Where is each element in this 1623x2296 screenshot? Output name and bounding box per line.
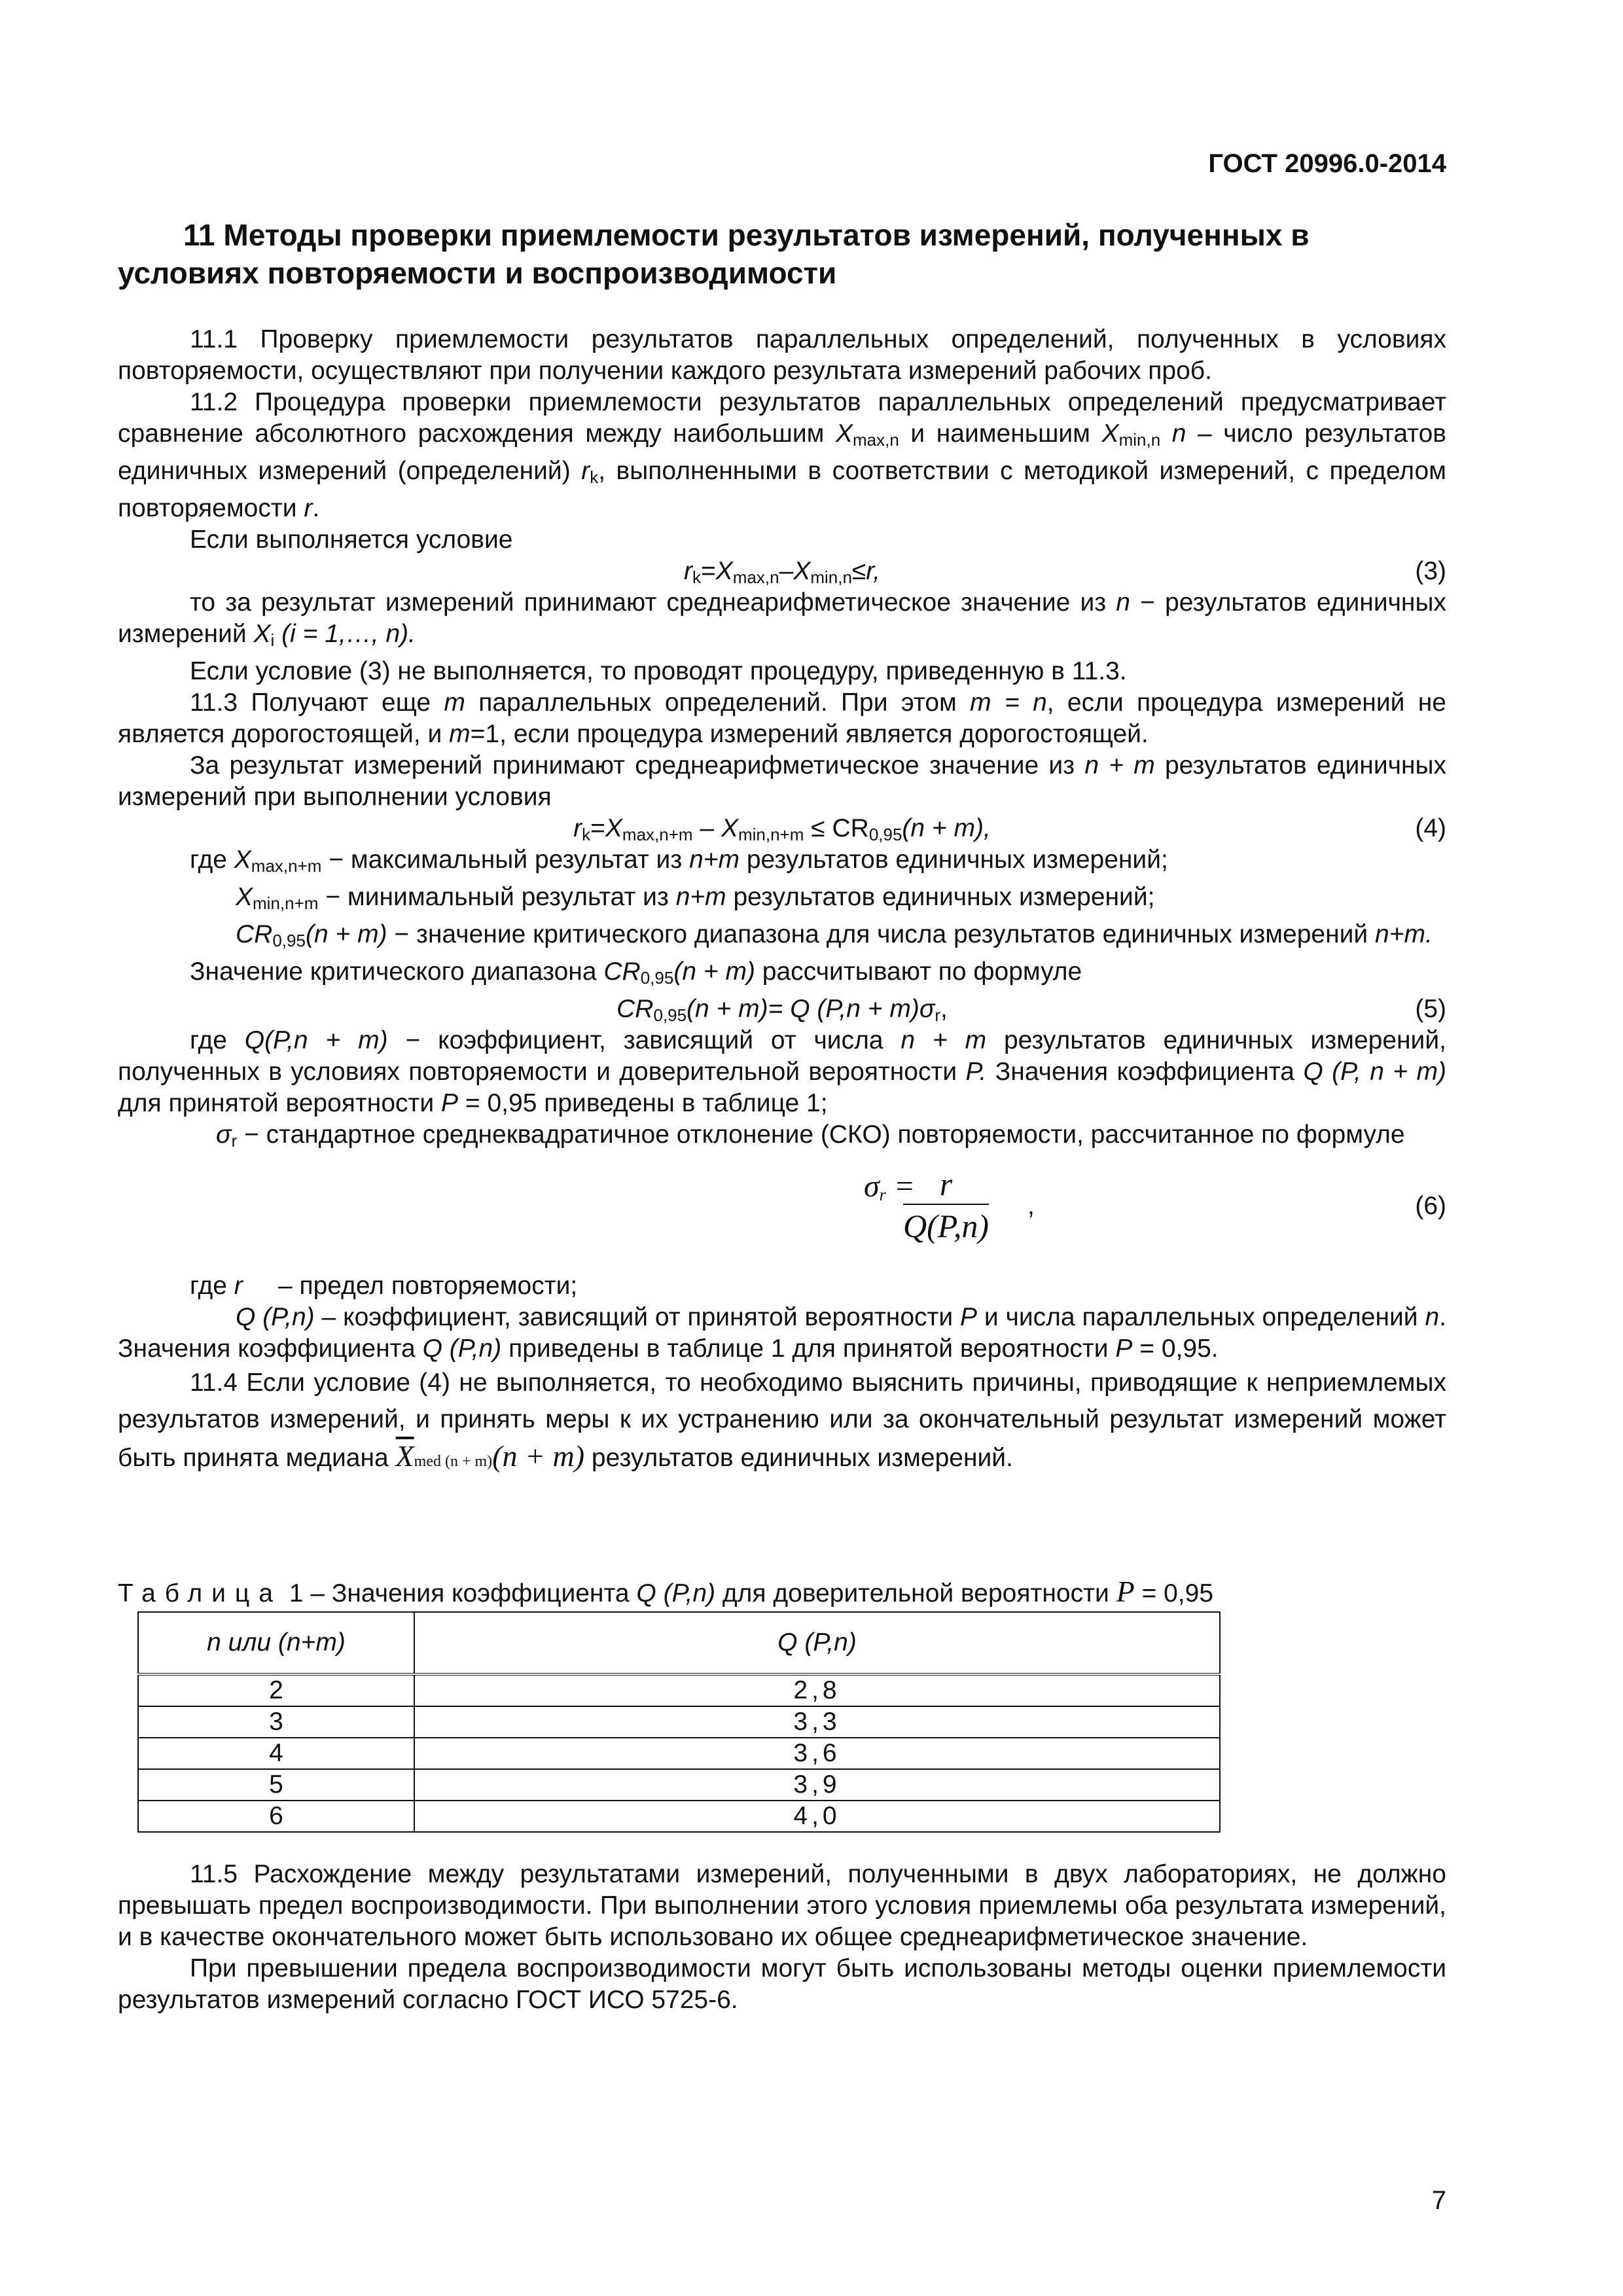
formula-6-number: (6) [1415,1192,1446,1220]
paragraph-11-5: 11.5 Расхождение между результатами измерений, полученными в двух лабораториях, не должно превышать предел воспроизводимости. При выполнении этого условия приемлемы оба результата измерений, и в качестве окончательного может быть использовано их общее среднеарифметическое значение. [118,1860,1446,1951]
paragraph-11-1: 11.1 Проверку приемлемости результатов параллельных определений, полученных в условиях повторяемости, осуществляют при получении каждого результата измерений рабочих проб. [118,325,1446,385]
where-xmin: $X_{min,n+m}$ − минимальный результат из n+m результатов единичных измерений; [236,883,1155,913]
section-body [118,324,1446,1480]
paragraph-11-2: 11.2 Процедура проверки приемлемости результатов параллельных определений предусматривает сравнение абсолютного расхождения между наибольшим $X_{max,n}$ и наименьшим $X_{min,n}$ n – число результатов единичных измерений (определений) $r_k$, выполненными в соответствии с методикой измерений, с пределом повторяемости r. [118,388,1446,522]
formula-5: $CR_{0,95}(n + m)= Q$ $(P,n + m)\sigma_r$, (5) [616,995,1446,1025]
where-xmax: где $X_{max,n+m}$ − максимальный результат из n+m результатов единичных измерений; [190,846,1168,876]
formula-6-fraction: $\frac{r}{Q(P,n)}$ [903,1166,990,1244]
section-tail [118,1859,1446,2016]
where-r: где r – предел повторяемости; [190,1272,578,1300]
formula-6: $\sigma_r$ = $\frac{r}{Q(P,n)}$ , (6) [118,1164,1446,1263]
table-row: 4 3,6 [138,1738,1220,1769]
paragraph-cr-formula-intro: Значение критического диапазона $CR_{0,95}(n + m)$ рассчитывают по формуле [190,958,1082,988]
formula-3: $r_k=X_{max,n}-X_{min,n}\le r$, (3) [684,557,1446,587]
document-id-header: ГОСТ 20996.0-2014 [1208,149,1446,178]
formula-5-number: (5) [1415,995,1446,1023]
table-row: 3 3,3 [138,1706,1220,1738]
table-header-q: Q (P,n) [414,1612,1220,1674]
condition-intro: Если выполняется условие [190,526,513,554]
where-qpn: Q (P,n) – коэффициент, зависящий от принятой вероятности P и числа параллельных определений n. Значения коэффициента Q (P,n) приведены в таблице 1 для принятой вероятности P = 0,95. [118,1303,1447,1363]
page-number: 7 [1431,2186,1446,2215]
paragraph-11-3: 11.3 Получают еще m параллельных определений. При этом m = n, если процедура измерений не является дорогостоящей, и m=1, если процедура измерений является дорогостоящей. [118,689,1446,748]
document-page [118,0,1446,2296]
where-sigma: $\sigma_r$ − стандартное среднеквадратичное отклонение (СКО) повторяемости, рассчитанное по формуле [216,1121,1405,1151]
table-header-n: n или (n+m) [138,1612,414,1674]
paragraph-reproducibility: При превышении предела воспроизводимости могут быть использованы методы оценки приемлемости результатов измерений согласно ГОСТ ИСО 5725-6. [118,1954,1446,2014]
formula-4: $r_k=X_{max,n+m} - X_{min,n+m} \le CR_{0,95}(n + m)$, (4) [573,814,1446,844]
formula-3-number: (3) [1415,557,1446,585]
paragraph-11-4: 11.4 Если условие (4) не выполняется, то необходимо выяснить причины, приводящие к неприемлемых результатов измерений, и принять меры к их устранению или за окончательный результат измерений может быть принята медиана $\overline{X}med$ (n + m)(n + m) результатов единичных измерений. [118,1369,1446,1473]
paragraph-goto-11-3: Если условие (3) не выполняется, то проводят процедуру, приведенную в 11.3. [190,657,1127,685]
table-row: 5 3,9 [138,1769,1220,1801]
table-row: 2 2,8 [138,1674,1220,1706]
paragraph-result-nm: За результат измерений принимают среднеарифметическое значение из n + m результатов единичных измерений при выполнении условия [118,751,1447,811]
paragraph-after-3: то за результат измерений принимают среднеарифметическое значение из n − результатов единичных измерений $X_i$ (i = 1,…, n). [118,588,1446,650]
section-title: 11 Методы проверки приемлемости результатов измерений, полученных в условиях повторяемости и воспроизводимости [118,218,1310,290]
formula-4-number: (4) [1415,814,1446,842]
table-row: 6 4,0 [138,1801,1220,1832]
table-1 [137,1611,1221,1833]
where-q: где Q(P,n + m) − коэффициент, зависящий от числа n + m результатов единичных измерений, полученных в условиях повторяемости и доверительной вероятности P. Значения коэффициента Q (P, n + m) для принятой вероятности P = 0,95 приведены в таблице 1; [118,1026,1446,1117]
table-1-caption: Таблица 1 – Значения коэффициента Q (P,n) для доверительной вероятности P = 0,95 [118,1575,1214,1608]
where-cr: $CR_{0,95}(n + m)$ − значение критического диапазона для числа результатов единичных измерений n+m. [236,920,1433,950]
